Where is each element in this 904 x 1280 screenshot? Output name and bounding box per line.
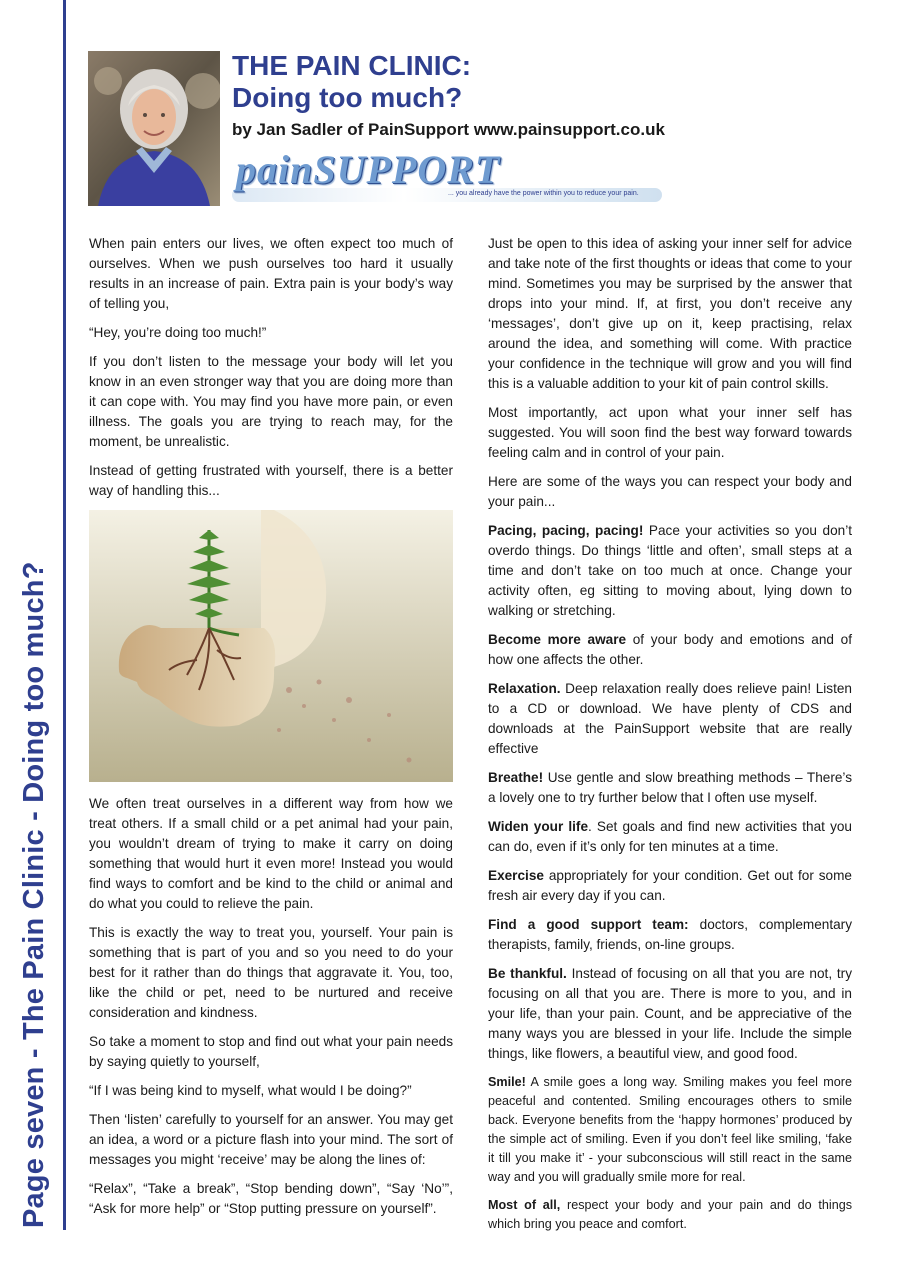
paragraph: Just be open to this idea of asking your inner self for advice and take note of the first thoughts or ideas that come to your mind. Sometimes you may be surprised by the answer that drops into your mind. If, at first, you don’t receive any ‘messages’, don’t give up on it, keep practising, relax around the idea, and something will come. With practice your confidence in the technique will grow and you will find this is a valuable addition to your kit of pain control skills. (488, 236, 852, 391)
paragraph: We often treat ourselves in a different way from how we treat others. If a small child or a pet animal had your pain, you wouldn’t dream of trying to make it carry on doing something that would hurt it even more! Instead you would find ways to comfort and be kind to the child or animal and do what you could to relieve the pain. (89, 796, 453, 911)
paragraph: If you don’t listen to the message your body will let you know in an even stronger way that you are doing more than it can cope with. You may find you have more pain, or even illness. The goals you are trying to reach may, for the moment, be unrealistic. (89, 354, 453, 449)
tip-support-team (488, 915, 852, 955)
paragraph: “If I was being kind to myself, what would I be doing?” (89, 1083, 412, 1098)
tip-body: Instead of focusing on all that you are not, try focusing on all that you are. There is more to you, and in your life, than your pain. Count, and be appreciative of the many ways you are blessed in your life. Include the simple things, like flowers, a beautiful view, and good food. (488, 966, 853, 1061)
tip-heading: Widen your life (488, 819, 589, 834)
tip-smile (488, 1073, 852, 1187)
paragraph: This is exactly the way to treat you, yourself. Your pain is something that is part of you and so you need to do your best for it rather than do things that aggravate it. You, too, like the child or pet, need to be nurtured and receive consideration and kindness. (89, 925, 453, 1020)
title-line-2: Doing too much? (232, 82, 463, 113)
tip-exercise (488, 866, 852, 906)
tip-body: respect your body and your pain and do things which bring you peace and comfort. (488, 1198, 852, 1231)
paragraph: Then ‘listen’ carefully to yourself for an answer. You may get an idea, a word or a picture flash into your mind. The sort of messages you might ‘receive’ may be along the lines of: (89, 1112, 453, 1167)
logo-wordmark: painSUPPORT (236, 147, 501, 192)
tip-heading: Find a good support team: (488, 917, 689, 932)
tip-breathe (488, 768, 852, 808)
tip-body: . Set goals and find new activities that you can do, even if it’s only for ten minutes at a time. (488, 819, 852, 854)
paragraph: When pain enters our lives, we often expect too much of ourselves. When we push ourselves too hard it usually results in an increase of pain. Extra pain is your body’s way of telling you, (89, 236, 453, 311)
tip-body: Deep relaxation really does relieve pain! Listen to a CD or download. We have plenty of CDS and downloads at the PainSupport website that are really effective (488, 681, 852, 756)
head-with-plant-illustration (89, 510, 453, 782)
logo-tagline: ... you already have the power within you to reduce your pain. (448, 190, 639, 197)
tip-heading: Pacing, pacing, pacing! (488, 523, 644, 538)
tip-body: Pace your activities so you don’t overdo things. Do things ‘little and often’, small steps at a time and don’t take on too much at once. Change your activity often, eg sitting to moving about, lying down to walking or stretching. (488, 523, 852, 618)
paragraph: “Hey, you’re doing too much!” (89, 325, 267, 340)
title-line-1: THE PAIN CLINIC: (232, 50, 472, 81)
tip-heading: Exercise (488, 868, 544, 883)
paragraph: “Relax”, “Take a break”, “Stop bending down”, “Say ‘No’”, “Ask for more help” or “Stop putting pressure on yourself”. (89, 1181, 453, 1216)
tip-widen-life (488, 817, 852, 857)
author-photo (88, 51, 220, 206)
tip-body: Use gentle and slow breathing methods – There’s a lovely one to try further below that I often use myself. (488, 770, 852, 805)
tip-most-of-all (488, 1196, 852, 1234)
tip-relaxation (488, 679, 852, 759)
paragraph: Here are some of the ways you can respect your body and your pain... (488, 474, 852, 509)
tip-heading: Become more aware (488, 632, 627, 647)
paragraph: Instead of getting frustrated with yourself, there is a better way of handling this... (89, 463, 453, 498)
paragraph: Most importantly, act upon what your inner self has suggested. You will soon find the best way forward towards feeling calm and in control of your pain. (488, 405, 852, 460)
tip-heading: Most of all, (488, 1198, 561, 1212)
side-page-title: Page seven - The Pain Clinic - Doing too much? (18, 561, 50, 1228)
left-column (89, 234, 453, 1228)
tip-awareness (488, 630, 852, 670)
paragraph: So take a moment to stop and find out what your pain needs by saying quietly to yourself, (89, 1034, 453, 1069)
article-title (232, 50, 471, 114)
tip-body: doctors, complementary therapists, family, friends, on-line groups. (488, 917, 852, 952)
tip-heading: Breathe! (488, 770, 544, 785)
tip-heading: Relaxation. (488, 681, 561, 696)
tip-body: appropriately for your condition. Get out for some fresh air every day if you can. (488, 868, 852, 903)
tip-body: A smile goes a long way. Smiling makes you feel more peaceful and contented. Smiling encourages others to smile back. Everyone benefits from the ‘happy hormones’ produced by the simple act of smiling. Even if you don’t feel like smiling, ‘fake it till you make it’ - your subconscious will still react in the same way and you will gradually smile more for real. (488, 1075, 852, 1184)
tip-body: of your body and emotions and of how one affects the other. (488, 632, 852, 667)
tip-thankful (488, 964, 852, 1064)
painsupport-logo (232, 146, 666, 208)
side-rule (63, 0, 66, 1230)
byline: by Jan Sadler of PainSupport www.painsupport.co.uk (232, 120, 665, 139)
tip-pacing (488, 521, 852, 621)
tip-heading: Smile! (488, 1075, 526, 1089)
right-column (488, 234, 852, 1243)
tip-heading: Be thankful. (488, 966, 567, 981)
